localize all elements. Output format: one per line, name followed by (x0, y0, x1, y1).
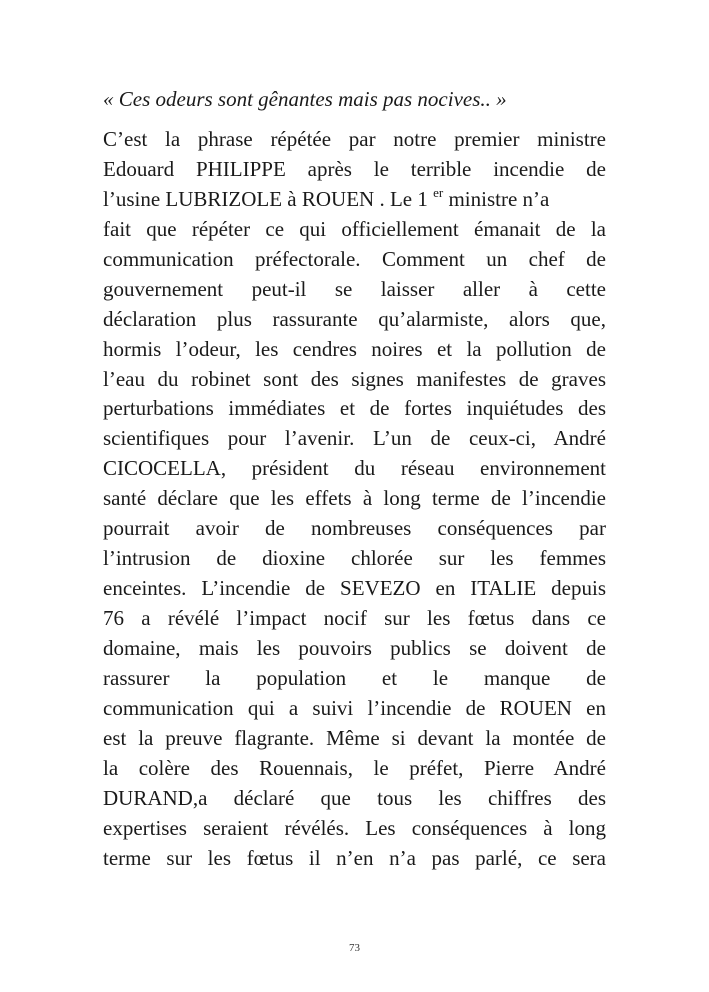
text-line: la colère des Rouennais, le préfet, Pierre André (103, 755, 606, 780)
text-line: expertises seraient révélés. Les conséquences à long (103, 815, 606, 840)
text-line: hormis l’odeur, les cendres noires et la pollution de (103, 336, 606, 361)
text-line: santé déclare que les effets à long terme de l’incendie (103, 486, 606, 511)
text-line: communication qui a suivi l’incendie de ROUEN en (103, 695, 606, 720)
text-line-part: l’usine LUBRIZOLE à ROUEN . Le 1 (103, 186, 428, 211)
text-line: domaine, mais les pouvoirs publics se doivent de (103, 635, 606, 660)
body-paragraph (103, 125, 606, 873)
text-line: C’est la phrase répétée par notre premier ministre (103, 127, 606, 151)
text-line: l’eau du robinet sont des signes manifestes de graves (103, 366, 606, 391)
text-line: gouvernement peut-il se laisser aller à cette (103, 276, 606, 301)
text-line: est la preuve flagrante. Même si devant la montée de (103, 725, 606, 750)
text-line: l’intrusion de dioxine chlorée sur les femmes (103, 546, 606, 571)
text-line: scientifiques pour l’avenir. L’un de ceux-ci, André (103, 426, 606, 451)
text-line-part: ministre n’a (443, 186, 550, 211)
text-line: fait que répéter ce qui officiellement émanait de la (103, 216, 606, 241)
text-line: perturbations immédiates et de fortes inquiétudes des (103, 396, 606, 421)
text-line: déclaration plus rassurante qu’alarmiste, alors que, (103, 306, 606, 331)
text-line (103, 185, 606, 215)
text-line: pourrait avoir de nombreuses conséquences par (103, 516, 606, 541)
ordinal-superscript: er (433, 184, 444, 200)
text-line: Edouard PHILIPPE après le terrible incendie de (103, 156, 606, 181)
text-line: rassurer la population et le manque de (103, 665, 606, 690)
opening-quote: « Ces odeurs sont gênantes mais pas nocives.. » (103, 87, 507, 111)
text-line: communication préfectorale. Comment un chef de (103, 246, 606, 271)
text-line: enceintes. L’incendie de SEVEZO en ITALIE depuis (103, 576, 606, 601)
text-line: CICOCELLA, président du réseau environnement (103, 456, 606, 481)
page-number: 73 (349, 942, 360, 954)
text-line: terme sur les fœtus il n’en n’a pas parlé, ce sera (103, 845, 606, 870)
text-line: DURAND,a déclaré que tous les chiffres des (103, 785, 606, 810)
text-line: 76 a révélé l’impact nocif sur les fœtus dans ce (103, 606, 606, 630)
